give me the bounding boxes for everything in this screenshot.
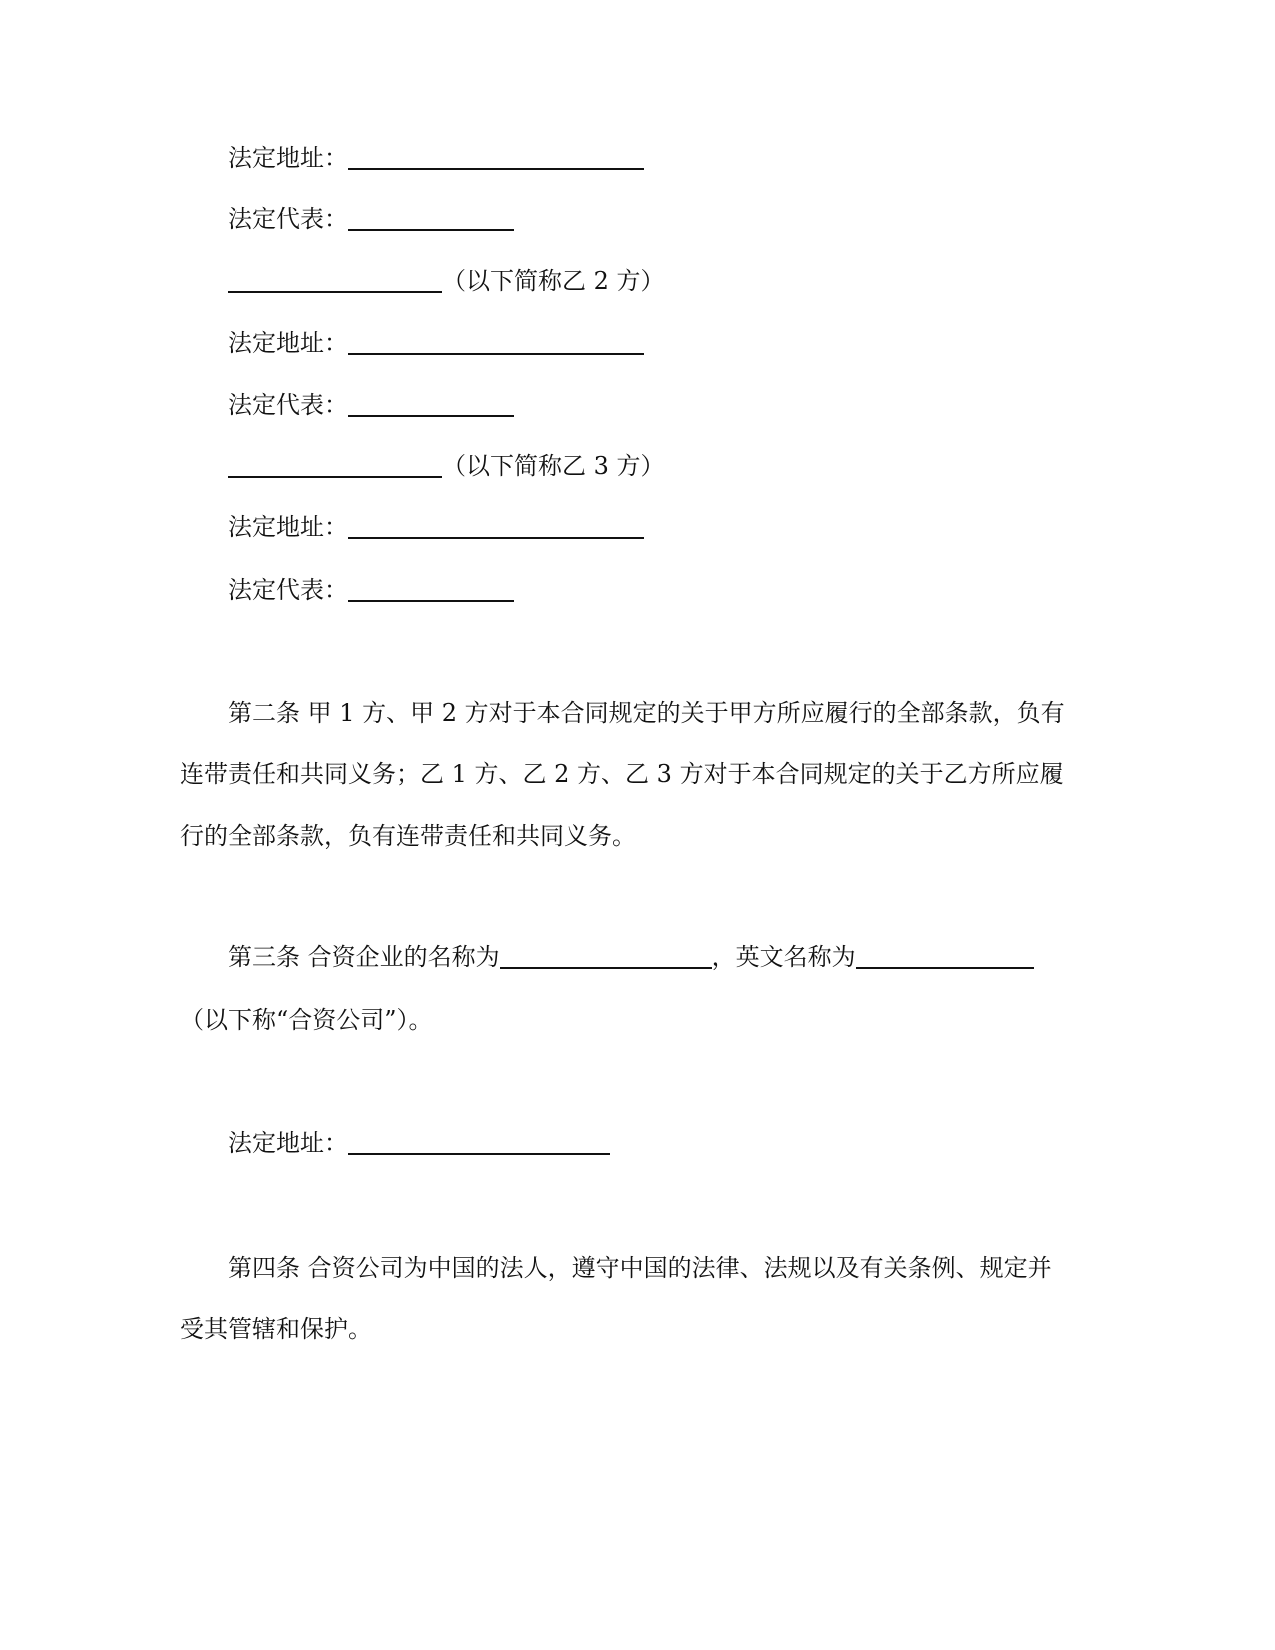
english-name-blank bbox=[856, 943, 1034, 969]
address-blank bbox=[348, 329, 644, 355]
address-blank bbox=[348, 1129, 610, 1155]
party-b2-rep-row bbox=[228, 389, 514, 421]
rep-label: 法定代表： bbox=[228, 205, 348, 233]
address-blank bbox=[348, 144, 644, 170]
party-b3-rep-row bbox=[228, 574, 514, 606]
party-abbrev: （以下简称乙 2 方） bbox=[442, 267, 665, 295]
article4-line1: 第四条 合资公司为中国的法人，遵守中国的法律、法规以及有关条例、规定并 bbox=[228, 1254, 1052, 1282]
party-b3-name-row bbox=[228, 450, 665, 482]
rep-label: 法定代表： bbox=[228, 576, 348, 604]
address-label: 法定地址： bbox=[228, 329, 348, 357]
rep-label: 法定代表： bbox=[228, 391, 348, 419]
address-blank bbox=[348, 513, 644, 539]
article2-line3: 行的全部条款，负有连带责任和共同义务。 bbox=[180, 822, 636, 850]
article2-line1: 第二条 甲 1 方、甲 2 方对于本合同规定的关于甲方所应履行的全部条款，负有 bbox=[228, 699, 1065, 727]
address-label: 法定地址： bbox=[228, 144, 348, 172]
article4-line2: 受其管辖和保护。 bbox=[180, 1315, 372, 1343]
party-b1-rep-row bbox=[228, 203, 514, 235]
party-b3-address-row bbox=[228, 511, 644, 543]
party-b2-address-row bbox=[228, 327, 644, 359]
rep-blank bbox=[348, 576, 514, 602]
party-abbrev: （以下简称乙 3 方） bbox=[442, 452, 665, 480]
rep-blank bbox=[348, 205, 514, 231]
jv-address-row bbox=[228, 1127, 610, 1159]
article3-line1 bbox=[228, 941, 1034, 973]
article2-line2: 连带责任和共同义务；乙 1 方、乙 2 方、乙 3 方对于本合同规定的关于乙方所应履 bbox=[180, 760, 1064, 788]
address-label: 法定地址： bbox=[228, 1129, 348, 1157]
chinese-name-blank bbox=[500, 943, 712, 969]
article3-part1: 第三条 合资企业的名称为 bbox=[228, 943, 500, 971]
article3-line2: （以下称“合资公司”）。 bbox=[180, 1006, 433, 1034]
address-label: 法定地址： bbox=[228, 513, 348, 541]
rep-blank bbox=[348, 391, 514, 417]
party-b2-name-row bbox=[228, 265, 665, 297]
article3-part2: ，英文名称为 bbox=[711, 943, 856, 971]
party-name-blank bbox=[228, 267, 442, 293]
party-b1-address-row bbox=[228, 142, 644, 174]
party-name-blank bbox=[228, 452, 442, 478]
